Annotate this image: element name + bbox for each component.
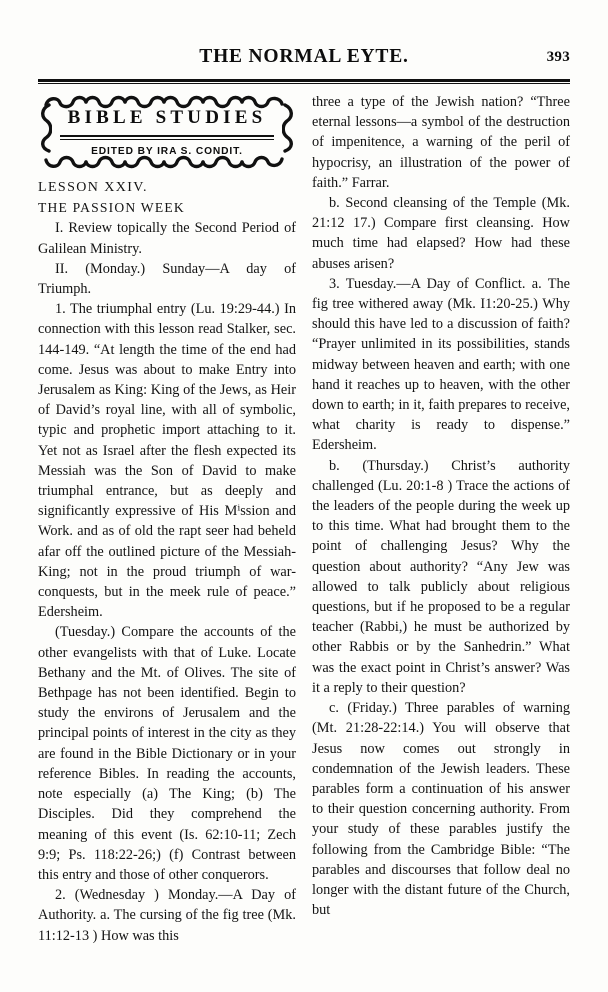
lesson-subject: THE PASSION WEEK xyxy=(38,200,185,216)
masthead-rule-thick xyxy=(60,135,274,137)
masthead-rule-thin xyxy=(60,139,274,140)
rule-thin xyxy=(38,83,570,84)
column-right xyxy=(312,92,570,920)
ornament-right-icon xyxy=(282,103,296,153)
lesson-number: LESSON XXIV. xyxy=(38,180,148,195)
page-number: 393 xyxy=(546,49,570,65)
ornament-bottom-icon xyxy=(44,155,290,170)
paragraph: (Tuesday.) Compare the accounts of the other evangelists with that of Luke. Locate Bethany and the Mt. of Olives. The site of Bethpage has not been identified. Begin to study the environs of Jerusalem and the principal points of interest in the city as they are found in the Bible Dictionary or in your reference Bibles. In reading the accounts, note especially (a) The King; (b) The Disciples. Did they comprehend the meaning of this event (Is. 62:10-11; Zech 9:9; Ps. 118:22-26;) (f) Contrast between this entry and those of other conquerors. xyxy=(38,624,296,883)
ornament-left-icon xyxy=(38,103,52,153)
paragraph: c. (Friday.) Three parables of warning (Mt. 21:28-22:14.) You will observe that Jesus now comes out strongly in condemnation of the Jewish leaders. These parables form a continuation of his answer to their question concerning authority. From your study of these parables justify the following from the Cambridge Bible: “The parables and discourses that follow deal no longer with the distant future of the Church, but xyxy=(312,700,570,919)
paragraph: 3. Tuesday.—A Day of Conflict. a. The fig tree withered away (Mk. I1:20-25.) Why should this have led to a discussion of faith? “Prayer unlimited in its possibilities, stands midway between heaven and earth; with one hand it reaches up to heaven, with the other down to earth; in it, faith prepares to receive, what charity is ready to dispense.” Edersheim. xyxy=(312,275,570,454)
paragraph: 2. (Wednesday ) Monday.—A Day of Authority. a. The cursing of the fig tree (Mk. 11:12-13 ) How was this xyxy=(38,887,296,944)
paragraph: b. (Thursday.) Christ’s authority challenged (Lu. 20:1-8 ) Trace the actions of the leaders of the people during the week up to this time. What had brought them to the point of challenging Jesus? Why the question about authority? “Any Jew was allowed to talk publicly about religious questions, but if he proposed to be a regular teacher (Rabbi,) he must be authorized by other Rabbis or by the Sanhedrin.” What was the exact point in Christ’s answer? Was it a reply to their question? xyxy=(312,457,570,696)
paragraph: three a type of the Jewish nation? “Three eternal lessons—a symbol of the destruction of impenitence, a warning of the peril of hypocrisy, an illustration of the power of faith.” Farrar. xyxy=(312,94,570,191)
publication-title: THE NORMAL EYTE. xyxy=(199,46,409,67)
paragraph: 1. The triumphal entry (Lu. 19:29-44.) In connection with this lesson read Stalker, sec. 144-149. “At length the time of the end had come. Jesus was about to make Entry into Jerusalem as King: King of the Jews, as Heir of David’s royal line, with all of symbolic, typic and prophetic import attaching to it. Yet not as Israel after the flesh expected its Messiah was the Son of David to make triumphal entrance, but as deeply and significantly expressive of His Mⁱssion and Work. and as of old the rapt seer had beheld afar off the outlined picture of the Messiah-King; not in the proud triumph of war-conquests, but in the meek rule of peace.” Edersheim. xyxy=(38,301,296,621)
column-left xyxy=(38,92,296,946)
masthead-editor-credit: EDITED BY IRA S. CONDIT. xyxy=(91,146,243,157)
bible-studies-masthead xyxy=(38,94,296,170)
paragraph: I. Review topically the Second Period of Galilean Ministry. xyxy=(38,220,296,257)
masthead-title: BIBLE STUDIES xyxy=(67,107,267,128)
paragraph: b. Second cleansing of the Temple (Mk. 21:12 17.) Compare first cleansing. How much time had elapsed? How had these abuses arisen? xyxy=(312,195,570,272)
header-double-rule xyxy=(38,79,570,84)
paragraph: II. (Monday.) Sunday—A day of Triumph. xyxy=(38,260,296,298)
running-head xyxy=(38,46,570,72)
